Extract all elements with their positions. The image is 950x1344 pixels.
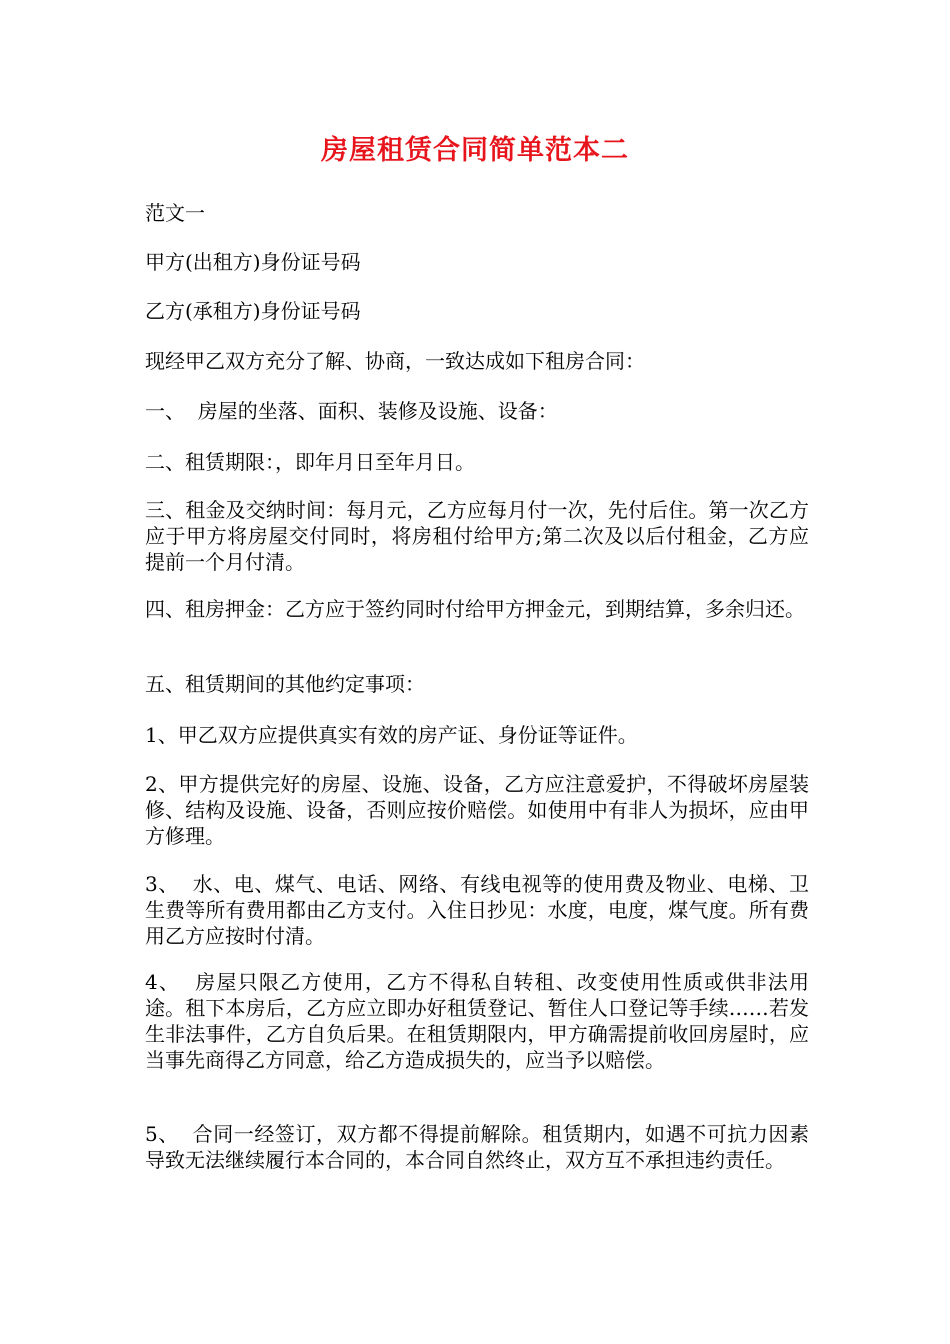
paragraph-clause-5: 五、租赁期间的其他约定事项： (145, 672, 425, 696)
paragraph-party-a: 甲方(出租方)身份证号码 (145, 250, 361, 274)
paragraph-item-2: 2、甲方提供完好的房屋、设施、设备，乙方应注意爱护，不得破坏房屋装修、结构及设施、设备，否则应按价赔偿。如使用中有非人为损坏，应由甲方修理。 (145, 772, 809, 848)
paragraph-clause-3: 三、租金及交纳时间：每月元，乙方应每月付一次，先付后住。第一次乙方应于甲方将房屋交付同时，将房租付给甲方;第二次及以后付租金，乙方应提前一个月付清。 (145, 498, 809, 574)
paragraph-clause-1: 一、 房屋的坐落、面积、装修及设施、设备： (145, 399, 558, 423)
paragraph-party-b: 乙方(承租方)身份证号码 (145, 299, 361, 323)
paragraph-clause-4: 四、租房押金：乙方应于签约同时付给甲方押金元，到期结算，多余归还。 (145, 597, 805, 621)
paragraph-item-3: 3、 水、电、煤气、电话、网络、有线电视等的使用费及物业、电梯、卫生费等所有费用都由乙方支付。入住日抄见：水度，电度，煤气度。所有费用乙方应按时付清。 (145, 872, 809, 948)
paragraph-heading-sample: 范文一 (145, 201, 205, 225)
paragraph-item-4: 4、 房屋只限乙方使用，乙方不得私自转租、改变使用性质或供非法用途。租下本房后，乙方应立即办好租赁登记、暂住人口登记等手续……若发生非法事件，乙方自负后果。在租赁期限内，甲方确需提前收回房屋时，应当事先商得乙方同意，给乙方造成损失的，应当予以赔偿。 (145, 970, 809, 1072)
paragraph-item-1: 1、甲乙双方应提供真实有效的房产证、身份证等证件。 (145, 723, 638, 747)
document-title: 房屋租赁合同简单范本二 (321, 135, 629, 166)
paragraph-item-5: 5、 合同一经签订，双方都不得提前解除。租赁期内，如遇不可抗力因素导致无法继续履行本合同的，本合同自然终止，双方互不承担违约责任。 (145, 1122, 809, 1172)
paragraph-preamble: 现经甲乙双方充分了解、协商，一致达成如下租房合同： (145, 349, 645, 373)
paragraph-clause-2: 二、租赁期限：，即年月日至年月日。 (145, 450, 475, 474)
